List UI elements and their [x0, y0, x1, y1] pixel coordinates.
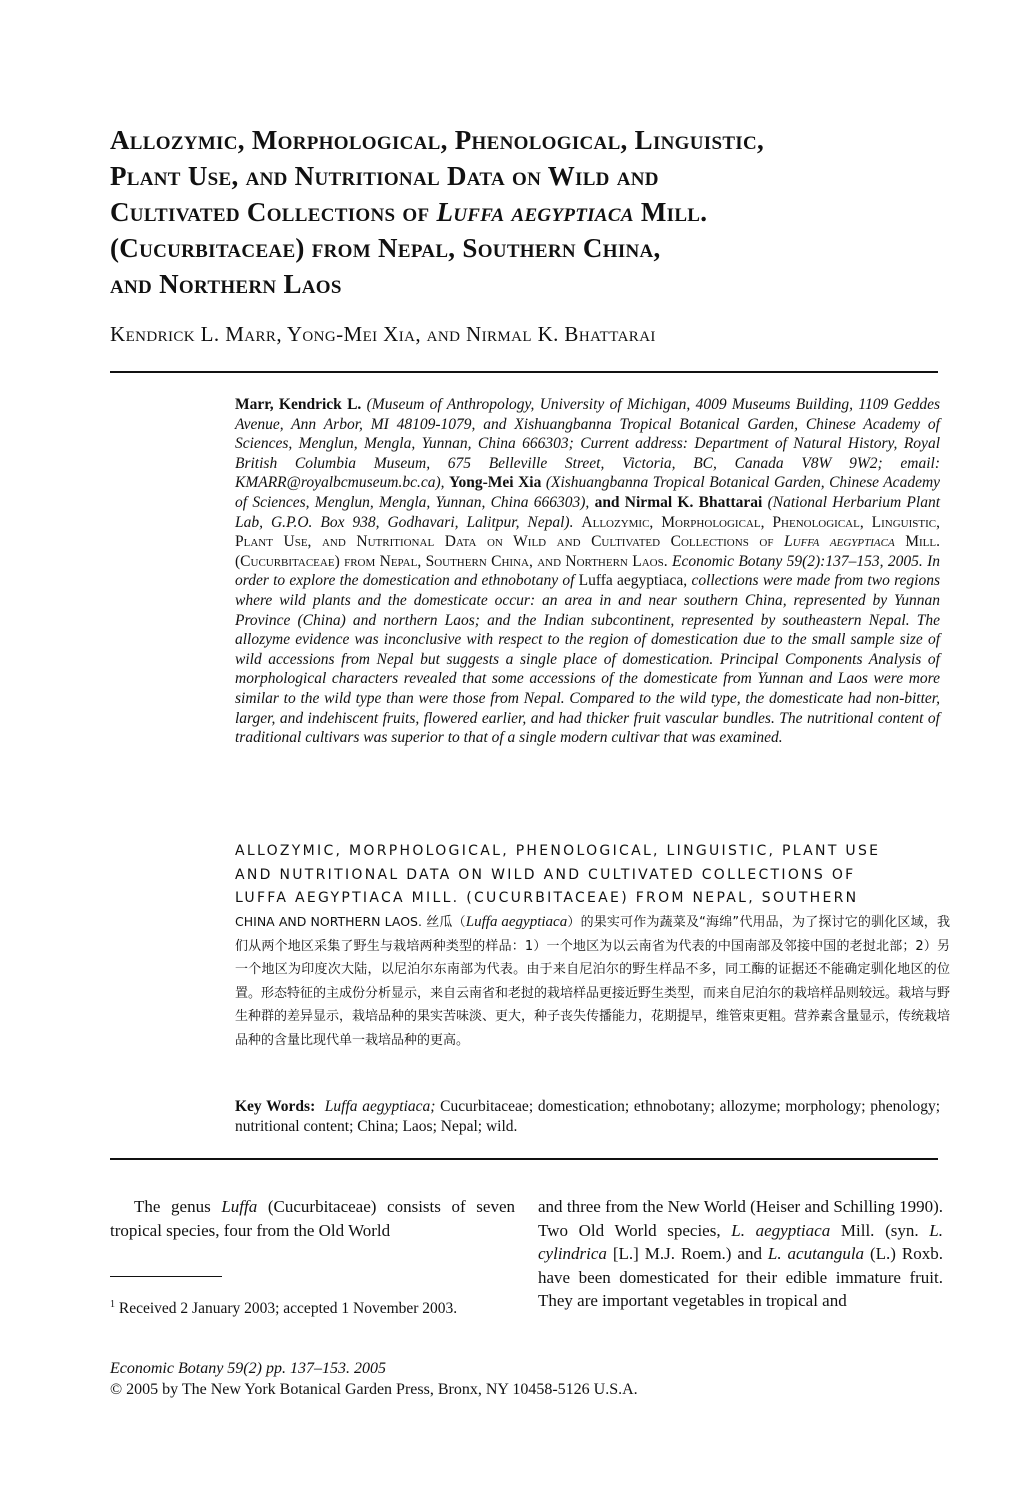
zh-title-line-2: AND NUTRITIONAL DATA ON WILD AND CULTIVATED COLLECTIONS OF [235, 866, 856, 883]
header-rule [110, 371, 938, 373]
body-column-right: and three from the New World (Heiser and Schilling 1990). Two Old World species, L. aegyptiaca Mill. (syn. L. cylindrica [L.] M.J. Roem.) and L. acutangula (L.) Roxb. have been domesticated for their edible immature fruit. They are important vegetables in tropical and [538, 1197, 944, 1310]
article-title [110, 122, 940, 302]
title-line-2: Plant Use, and Nutritional Data on Wild and [110, 161, 659, 191]
title-line-3: Cultivated Collections of Luffa aegyptiaca Mill. [110, 197, 708, 227]
citation-journal: Economic Botany 59(2):137–153, 2005. [671, 552, 923, 570]
copyright-line: © 2005 by The New York Botanical Garden Press, Bronx, NY 10458-5126 U.S.A. [110, 1381, 638, 1398]
title-line-4: (Cucurbitaceae) from Nepal, Southern China, [110, 233, 661, 263]
key-words [235, 1097, 940, 1137]
zh-title-line-3: LUFFA AEGYPTIACA MILL. (CUCURBITACEAE) FROM NEPAL, SOUTHERN [235, 890, 859, 906]
footnote-mark: 1 [110, 1299, 115, 1310]
zh-body: 了探讨它的驯化区域，我们从两个地区采集了野生与栽培两种类型的样品：1）一个地区为以云南省为代表的中国南部及邻接中国的老挝北部；2）另一个地区为印度次大陆，以尼泊尔东南部为代表。由于来自尼泊尔的野生样品不多，同工酶的证据还不能确定驯化地区的位置。形态特征的主成份分析显示，来自云南省和老挝的栽培样品更接近野生类型，而来自尼泊尔的栽培样品则较远。栽培与野生种群的差异显示，栽培品种的果实苦味淡、更大，种子丧失传播能力，花期提早，维管束更粗。营养素含量显示，传统栽培品种的含量比现代单一栽培品种的更高。 [235, 915, 951, 1048]
body-column-left: The genus Luffa (Cucurbitaceae) consists of seven tropical species, four from the Old World [110, 1197, 515, 1240]
abstract-body-species: Luffa aegyptiaca, [578, 572, 688, 590]
author-1-name: Marr, Kendrick L. [235, 396, 362, 413]
zh-title-line-1: ALLOZYMIC, MORPHOLOGICAL, PHENOLOGICAL, LINGUISTIC, PLANT USE [235, 843, 881, 859]
title-species: Luffa aegyptiaca [436, 197, 634, 227]
abstract-chinese: CHINA AND NORTHERN LAOS. 丝瓜（Luffa aegyptiaca）的果实可作为蔬菜及“海绵”代用品，为了探讨它的驯化区域，我们从两个地区采集了野生与栽培两种类型的样品：1）一个地区为以云南省为代表的中国南部及邻接中国的老挝北部；2）另一个地区为印度次大陆，以尼泊尔东南部为代表。由于来自尼泊尔的野生样品不多，同工酶的证据还不能确定驯化地区的位置。形态特征的主成份分析显示，来自云南省和老挝的栽培样品更接近野生类型，而来自尼泊尔的栽培样品则较远。栽培与野生种群的差异显示，栽培品种的果实苦味淡、更大，种子丧失传播能力，花期提早，维管束更粗。营养素含量显示，传统栽培品种的含量比现代单一栽培品种的更高。 [235, 914, 951, 1048]
title-line-5: and Northern Laos [110, 269, 342, 299]
author-3-affiliation: (National Herbarium Plant Lab, G.P.O. Box 938, Godhavari, Lalitpur, Nepal). [235, 493, 940, 531]
author-2-name: Yong-Mei Xia [449, 474, 542, 492]
citation-title: Allozymic, Morphological, Phenological, Linguistic, Plant Use, and Nutritional Data on Wild and Cultivated Collections of Luffa aegyptiaca Mill. (Cucurbitaceae) from Nepal, Southern China, and Northern Laos. [235, 513, 941, 570]
abstract-body-b: collections were made from two regions where wild plants and the domesticate occur: an area in and near southern China, represented by Yunnan Province (China) and northern Laos; and the Indian subcontinent, represented by southeastern Nepal. The allozyme evidence was inconclusive with respect to the region of domestication due to the small sample size of wild accessions from Nepal but suggests a single place of domestication. Principal Components Analysis of morphological characters revealed that some accessions of the domesticate from Yunnan and Laos were more similar to the wild type than were those from Nepal. Compared to the wild type, the domesticate had non-bitter, larger, and indehiscent fruits, flowered earlier, and had thicker fruit vascular bundles. The nutritional content of traditional cultivars was superior to that of a single modern cultivar that was examined. [235, 572, 940, 747]
zh-species: Luffa aegyptiaca [465, 914, 568, 930]
key-words-list: Cucurbitaceae; domestication; ethnobotany; allozyme; morphology; phenology; nutritional content; China; Laos; Nepal; wild. [235, 1098, 941, 1135]
author-list: Kendrick L. Marr, Yong-Mei Xia, and Nirmal K. Bhattarai [110, 322, 656, 346]
journal-footer [110, 1358, 940, 1400]
author-2-affiliation: (Xishuangbanna Tropical Botanical Garden, Chinese Academy of Sciences, Menglun, Mengla, Yunnan, China 666303), [235, 474, 941, 511]
zh-line4-caps: CHINA AND NORTHERN LAOS. [235, 914, 422, 929]
author-1-affiliation: (Museum of Anthropology, University of Michigan, 4009 Museums Building, 1109 Geddes Avenue, Ann Arbor, MI 48109-1079, and Xishuangbanna Tropical Botanical Garden, Chinese Academy of Sciences, Menglun, Mengla, Yunnan, China 666303; Current address: Department of Natural History, Royal British Columbia Museum, 675 Belleville Street, Victoria, BC, Canada V8W 9W2; email: KMARR@royalbcmuseum.bc.ca), [235, 396, 941, 492]
abstract-chinese-title [235, 840, 950, 911]
footnote-text: Received 2 January 2003; accepted 1 November 2003. [115, 1300, 458, 1318]
key-words-label: Key Words: [235, 1098, 316, 1115]
author-3-name: and Nirmal K. Bhattarai [594, 493, 763, 511]
key-words-species: Luffa aegyptiaca; [324, 1098, 436, 1115]
title-line-1: Allozymic, Morphological, Phenological, Linguistic, [110, 125, 765, 155]
abstract-end-rule [110, 1158, 938, 1160]
journal-citation: Economic Botany 59(2) pp. 137–153. 2005 [110, 1360, 386, 1377]
footnote [110, 1295, 515, 1319]
footnote-rule [110, 1276, 222, 1277]
abstract-body-a: In order to explore the domestication and ethnobotany of [235, 552, 941, 590]
abstract-english [235, 395, 940, 748]
